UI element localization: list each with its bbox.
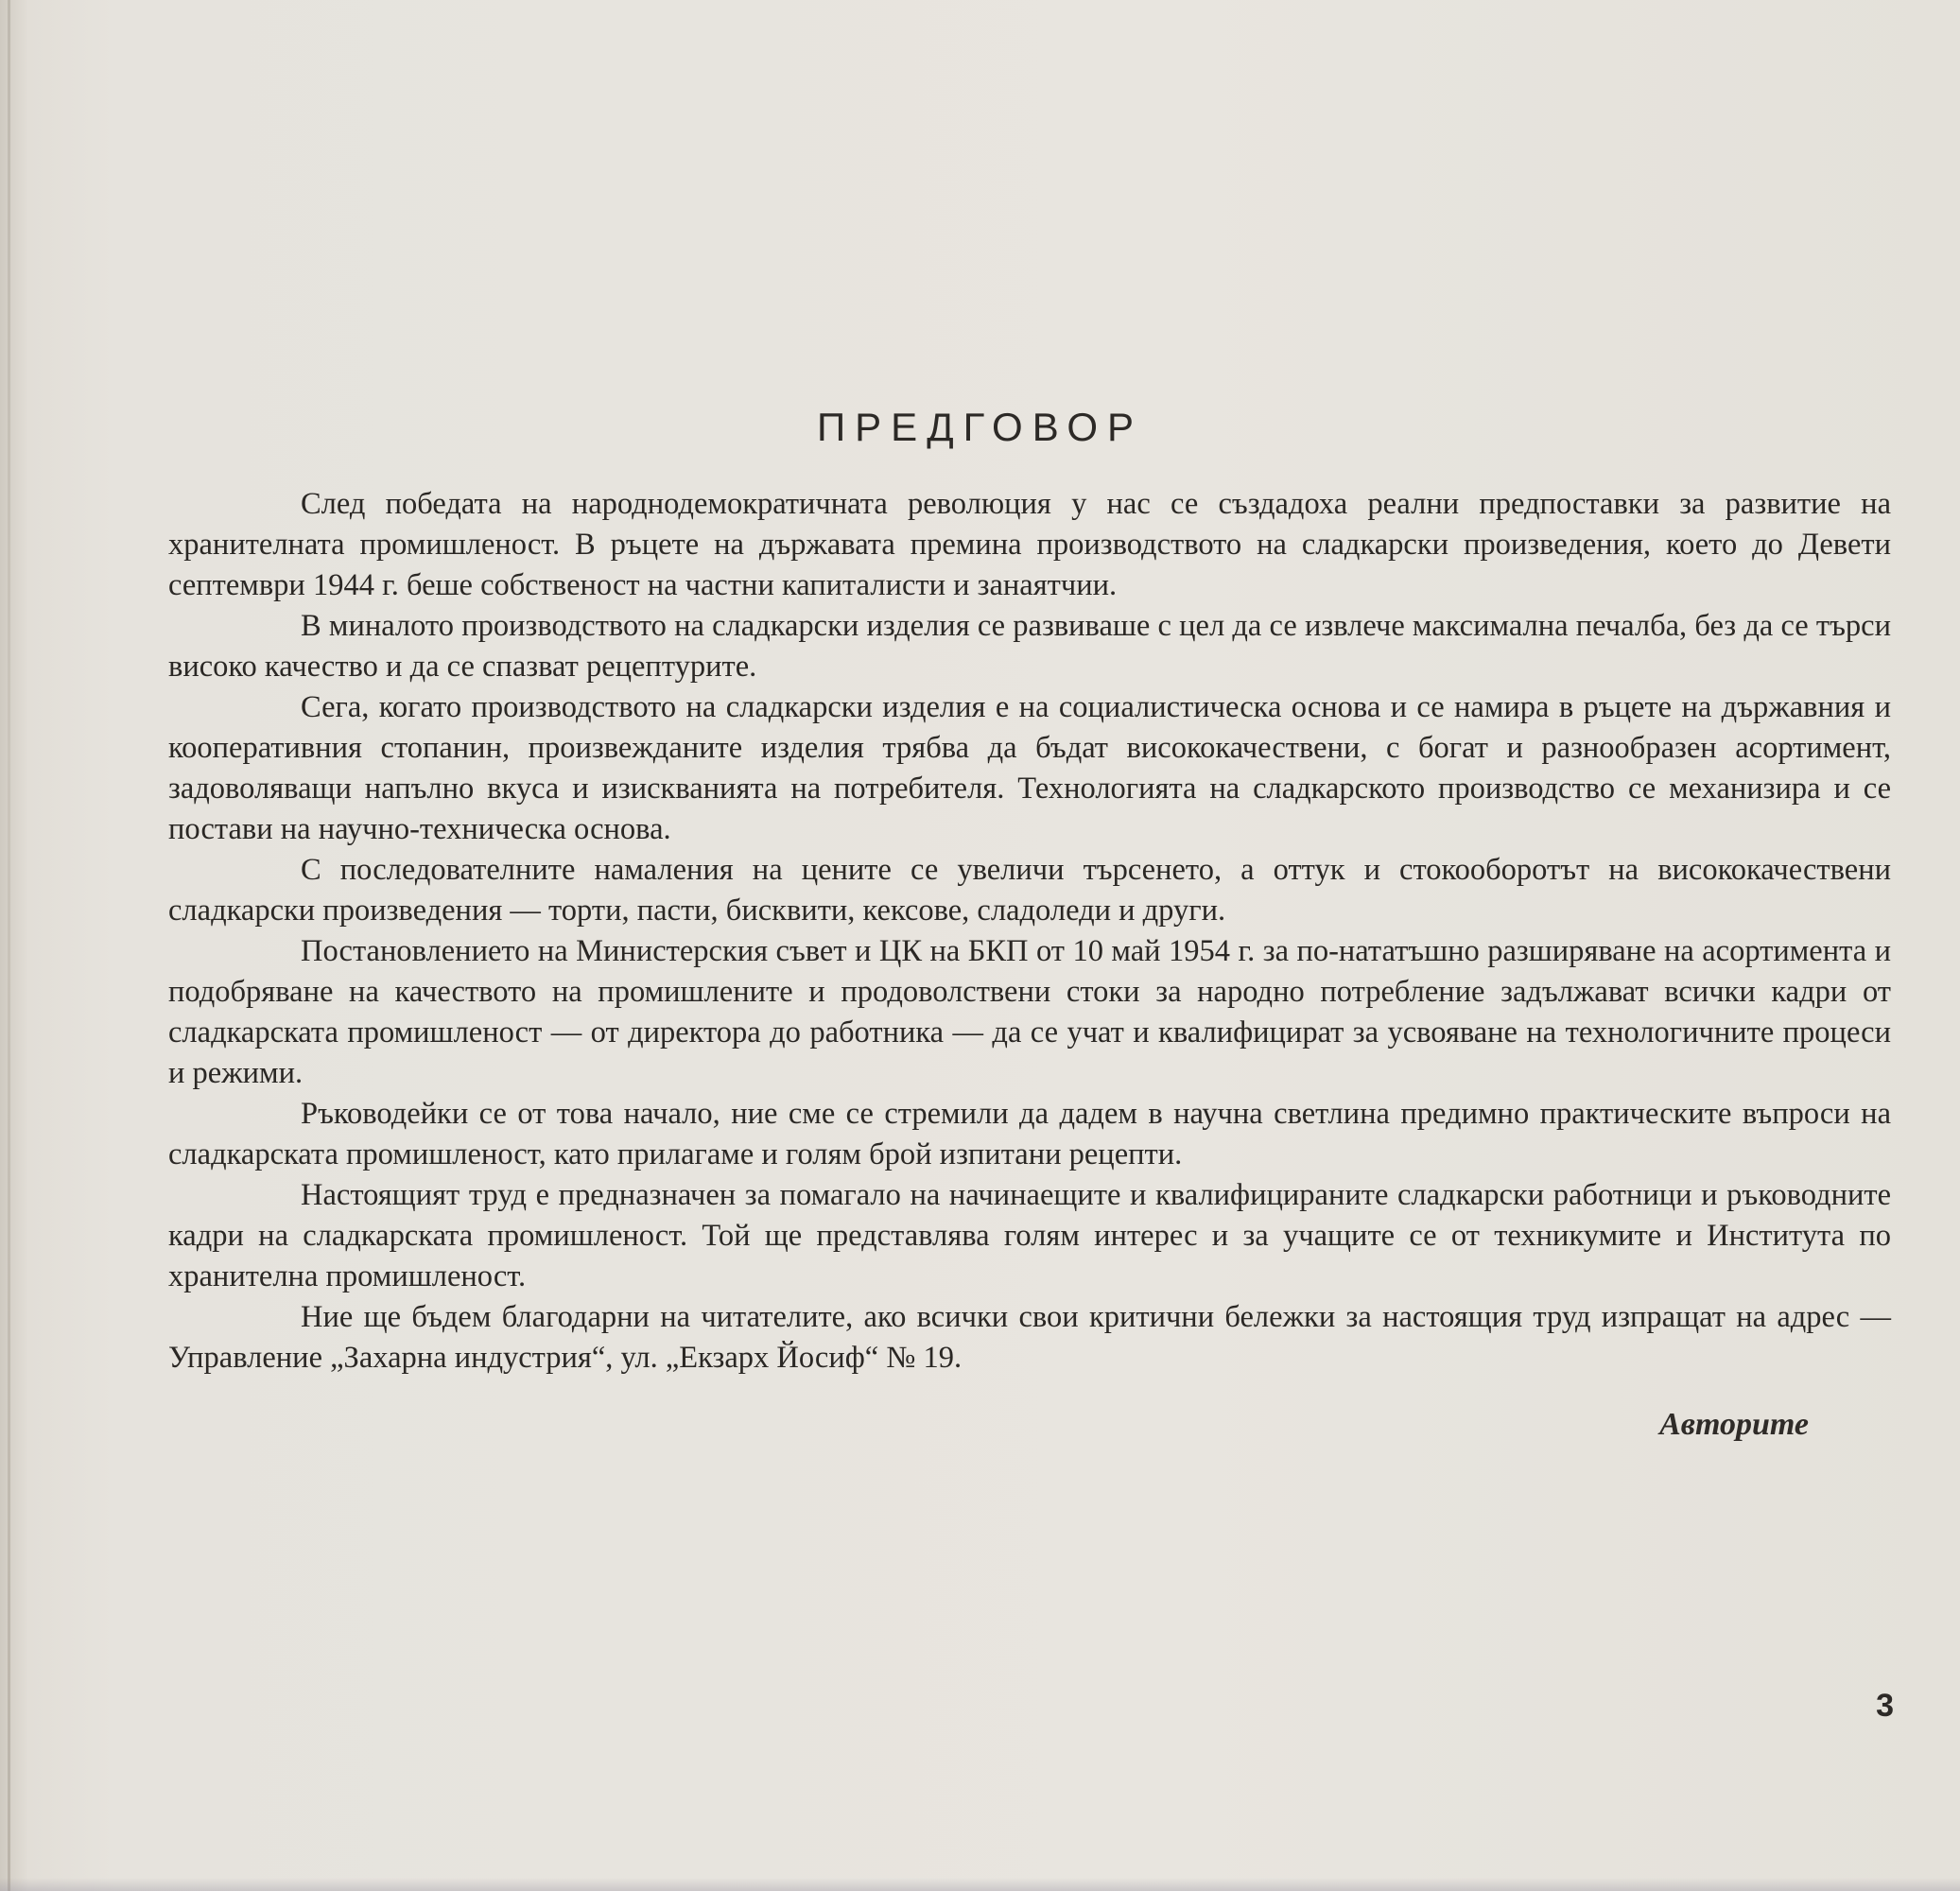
page-title: ПРЕДГОВОР — [816, 405, 1143, 449]
page-spine-edge — [8, 0, 10, 1891]
paragraph: В миналото производството на сладкарски изделия се развиваше с цел да се извлече максимална печалба, без да се търси високо качество и да се спазват рецептурите. — [168, 609, 1891, 684]
paragraph: Ние ще бъдем благодарни на читателите, ако всички свои критични бележки за настоящия труд изпращат на адрес — Управление „Захарна индустрия“, ул. „Екзарх Йосиф“ № 19. — [168, 1300, 1891, 1375]
paragraph: С последователните намаления на цените се увеличи търсенето, а оттук и стокооборотът на висококачествени сладкарски произведения — торти, пасти, бисквити, кексове, сладоледи и други. — [168, 853, 1891, 928]
signature: Авторите — [1659, 1407, 1809, 1442]
page-number: 3 — [1876, 1688, 1894, 1724]
paragraph: Настоящият труд е предназначен за помагало на начинаещите и квалифицираните сладкарски работници и ръководните кадри на сладкарската промишленост. Той ще представлява голям интерес и за учащите се от техникумите и Института по хранителна промишленост. — [168, 1178, 1891, 1293]
paragraph: Сега, когато производството на сладкарски изделия е на социалистическа основа и се намира в ръцете на държавния и кооперативния стопанин, произвежданите изделия трябва да бъдат висококачествени, с богат и разнообразен асортимент, задоволяващи напълно вкуса и изискванията на потребителя. Технологията на сладкарското производство се механизира и се постави на научно-техническа основа. — [168, 690, 1891, 846]
paragraph: Постановлението на Министерския съвет и ЦК на БКП от 10 май 1954 г. за по-нататъшно разширяване на асортимента и подобряване на качеството на промишлените и продоволствени стоки за народно потребление задължават всички кадри от сладкарската промишленост — от директора до работника — да се учат и квалифицират за усвояване на технологичните процеси и режими. — [168, 934, 1891, 1090]
paragraph: Ръководейки се от това начало, ние сме се стремили да дадем в научна светлина предимно практическите въпроси на сладкарската промишленост, като прилагаме и голям брой изпитани рецепти. — [168, 1097, 1891, 1171]
paragraph: След победата на народнодемократичната революция у нас се създадоха реални предпоставки за развитие на хранителната промишленост. В ръцете на държавата премина производството на сладкарски произведения, което до Девети септември 1944 г. беше собственост на частни капиталисти и занаятчии. — [168, 487, 1891, 602]
preface-body — [168, 484, 1891, 1379]
page-bottom-edge — [0, 1878, 1960, 1891]
